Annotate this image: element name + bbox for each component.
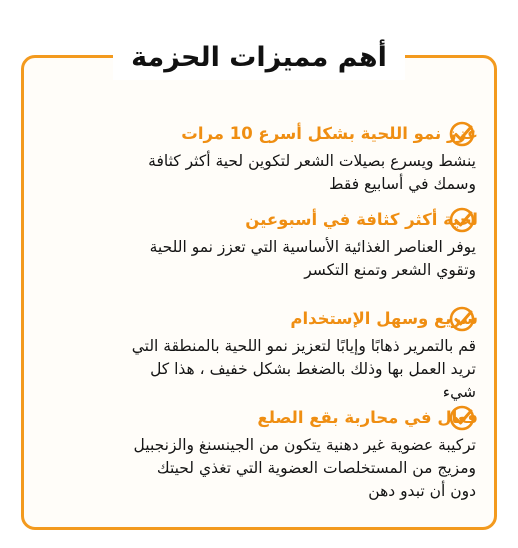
page-title: أهم مميزات الحزمة — [113, 36, 405, 80]
feature-item — [46, 120, 476, 196]
feature-header — [46, 120, 476, 148]
title-area — [0, 36, 518, 80]
feature-header — [46, 305, 476, 333]
feature-item — [46, 206, 476, 282]
feature-description: ينشط ويسرع بصيلات الشعر لتكوين لحية أكثر كثافة وسمك في أسابيع فقط — [148, 152, 476, 193]
feature-description: قم بالتمرير ذهابًا وإيابًا لتعزيز نمو اللحية بالمنطقة التي تريد العمل بها وذلك بالضغط بشكل خفيف ، هذا كل شيء — [131, 337, 476, 401]
feature-description: تركيبة عضوية غير دهنية يتكون من الجينسنغ والزنجبيل ومزيج من المستخلصات العضوية التي تغذي لحيتك دون أن تبدو دهن — [133, 436, 476, 500]
feature-title: عزز نمو اللحية بشكل أسرع 10 مرات — [181, 124, 478, 143]
feature-title: سريع وسهل الإستخدام — [290, 309, 478, 328]
feature-item — [46, 404, 476, 503]
feature-description: يوفر العناصر الغذائية الأساسية التي تعزز نمو اللحية وتقوي الشعر وتمنع التكسر — [149, 238, 476, 279]
feature-title: لحية أكثر كثافة في أسبوعين — [245, 210, 478, 229]
feature-item — [46, 305, 476, 404]
feature-title: فعال في محاربة بقع الصلع — [257, 408, 478, 427]
feature-header — [46, 206, 476, 234]
feature-header — [46, 404, 476, 432]
